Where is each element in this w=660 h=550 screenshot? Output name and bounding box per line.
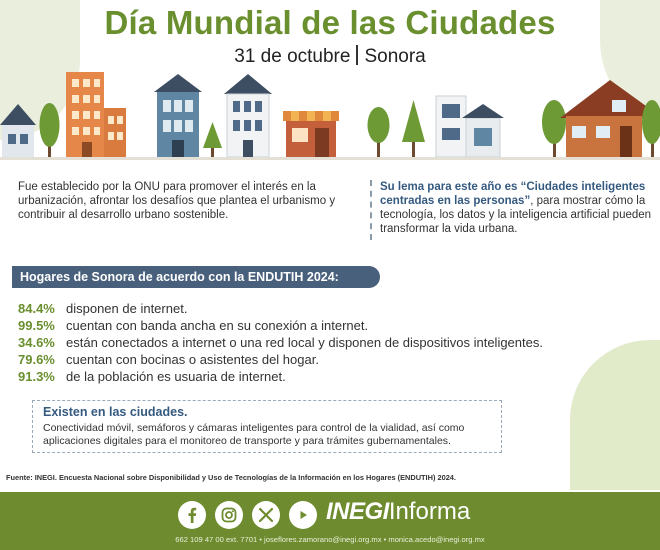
orange-tower	[66, 72, 126, 157]
stat-percent: 79.6%	[18, 352, 55, 367]
section-heading: Hogares de Sonora de acuerdo con la ENDUTIH 2024:	[12, 266, 380, 288]
stat-text: disponen de internet.	[66, 301, 188, 316]
small-house-left	[0, 104, 36, 157]
brand-bold: INEGI	[326, 498, 389, 525]
stat-item	[18, 300, 578, 317]
motto-rest: , para mostrar cómo la tecnología, los datos y la inteligencia artificial pueden transformar la vida urbana.	[380, 195, 652, 235]
exist-box	[32, 400, 502, 453]
stat-percent: 91.3%	[18, 369, 55, 384]
stat-percent: 34.6%	[18, 335, 55, 350]
intro-left-text: Fue establecido por la ONU para promover el interés en la urbanización, afrontar los desafíos que plantea el urbanismo y contribuir al desarrollo urbano sostenible.	[18, 181, 336, 221]
tree-1	[40, 103, 60, 157]
brand-rest: Informa	[388, 498, 471, 525]
intro-right-text	[370, 180, 655, 240]
stat-text: cuentan con banda ancha en su conexión a internet.	[66, 318, 369, 333]
contact-info: 662 109 47 00 ext. 7701 • joseflores.zamorano@inegi.org.mx • monica.acedo@inegi.org.mx	[175, 535, 485, 544]
modern-house	[436, 96, 504, 157]
stat-item	[18, 351, 578, 368]
shop-awning	[283, 111, 339, 157]
subtitle-divider	[356, 45, 358, 65]
stat-text: de la población es usuaria de internet.	[66, 369, 286, 384]
tree-3	[368, 107, 390, 157]
stat-item	[18, 368, 578, 385]
stat-percent: 99.5%	[18, 318, 55, 333]
city-skyline-illustration	[0, 70, 660, 170]
tree-2	[203, 122, 222, 157]
source-note: Fuente: INEGI. Encuesta Nacional sobre Disponibilidad y Uso de Tecnologías de la Información en los Hogares (ENDUTIH) 2024.	[6, 473, 456, 482]
brand-logo	[326, 498, 470, 526]
tree-6	[642, 100, 660, 157]
stat-text: cuentan con bocinas o asistentes del hogar.	[66, 352, 319, 367]
social-links	[178, 500, 326, 530]
tree-5	[542, 100, 566, 157]
stat-percent: 84.4%	[18, 301, 55, 316]
page-subtitle	[0, 45, 660, 68]
blue-house	[154, 74, 202, 157]
youtube-icon[interactable]	[289, 501, 317, 529]
date-label: 31 de octubre	[234, 46, 351, 67]
tree-4	[402, 100, 425, 157]
stat-text: están conectados a internet o una red local y disponen de dispositivos inteligentes.	[66, 335, 543, 350]
brown-house	[560, 80, 646, 157]
stats-list	[18, 300, 578, 385]
exist-text: Conectividad móvil, semáforos y cámaras inteligentes para control de la vialidad, así como aplicaciones digitales para el monitoreo de transporte y para trámites gubernamentales.	[43, 422, 465, 447]
decorative-blob-bottom-right	[570, 340, 660, 490]
stat-item	[18, 334, 578, 351]
facebook-icon[interactable]	[178, 501, 206, 529]
motto-highlight: Su lema para este año es “Ciudades inteligentes centradas en las personas”	[380, 181, 646, 207]
exist-title: Existen en las ciudades.	[43, 405, 188, 419]
footer	[0, 492, 660, 550]
place-label: Sonora	[364, 46, 426, 67]
x-icon[interactable]	[252, 501, 280, 529]
white-house	[224, 74, 272, 157]
page-title: Día Mundial de las Ciudades	[104, 4, 556, 41]
instagram-icon[interactable]	[215, 501, 243, 529]
stat-item	[18, 317, 578, 334]
